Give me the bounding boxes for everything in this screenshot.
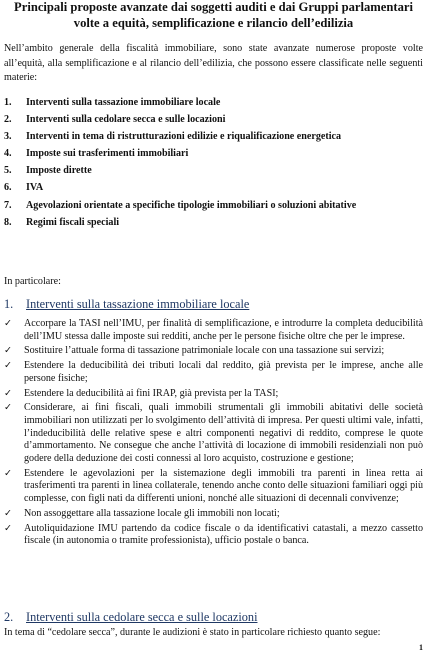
bullet-text: Non assoggettare alla tassazione locale gli immobili non locati; xyxy=(24,507,280,519)
bullet-text: Estendere la deducibilità ai fini IRAP, già prevista per la TASI; xyxy=(24,387,279,399)
section-1-heading xyxy=(4,297,249,312)
bullet-text: Considerare, ai fini fiscali, quali immobili strumentali gli immobili abitativi delle società immobiliari non utilizzati per lo svolgimento dell’attività di impresa. Per questi ultimi vale, infatti, l’indeducibilità delle relative spese e altri componenti negativi di reddito, comprese le quote d’ammortamento. Ne consegue che anche l’attività di locazione di immobili residenziali non può godere della deduzione dei costi connessi al loro acquisto, costruzione e gestione; xyxy=(24,402,423,465)
bullet-item xyxy=(4,523,423,548)
topics-list xyxy=(4,97,423,234)
bullet-item xyxy=(4,388,423,401)
bullet-item xyxy=(4,318,423,343)
topic-item xyxy=(4,182,423,199)
topic-label: Interventi in tema di ristrutturazioni edilizie e riqualificazione energetica xyxy=(26,131,342,143)
bullet-item xyxy=(4,508,423,521)
topic-number: 6. xyxy=(4,182,12,194)
topic-number: 8. xyxy=(4,216,12,228)
checkmark-icon: ✓ xyxy=(4,318,12,329)
bullet-text: Estendere le agevolazioni per la sistemazione degli immobili tra parenti in linea retta ai trasferimenti tra parenti in linea collaterale, tenendo anche conto delle situazioni familiari oggi più complesse, con figli nati da differenti unioni, nonché alle situazioni di decennali convivenze; xyxy=(24,467,423,505)
topic-number: 5. xyxy=(4,165,12,177)
topic-number: 1. xyxy=(4,97,12,108)
bullet-item xyxy=(4,468,423,506)
topic-item xyxy=(4,217,423,234)
checkmark-icon: ✓ xyxy=(4,387,12,399)
topic-label: Regimi fiscali speciali xyxy=(26,216,120,228)
topic-label: Imposte dirette xyxy=(26,165,92,177)
section-2-heading xyxy=(4,610,257,625)
bullet-item xyxy=(4,345,423,358)
checkmark-icon: ✓ xyxy=(4,402,12,414)
in-particolare-label: In particolare: xyxy=(4,276,61,287)
topic-item xyxy=(4,114,423,131)
bullet-text: Autoliquidazione IMU partendo da codice fiscale o da identificativi catastali, a mezzo cassetto fiscale (in autonomia o tramite professionista), ufficio postale o banca. xyxy=(24,522,423,547)
bullet-item xyxy=(4,402,423,466)
bullet-text: Accorpare la TASI nell’IMU, per finalità di semplificazione, e introdurre la completa deducibilità dell’IMU stessa dalle imposte sui redditi, anche per le persone fisiche oltre che per le imprese. xyxy=(24,318,423,342)
bullet-text: Estendere la deducibilità dei tributi locali dal reddito, già prevista per le imprese, anche alle persone fisiche; xyxy=(24,360,423,384)
checkmark-icon: ✓ xyxy=(4,467,12,479)
topic-item xyxy=(4,131,423,148)
section-2-title: Interventi sulla cedolare secca e sulle locazioni xyxy=(26,610,258,624)
document-title: Principali proposte avanzate dai soggetti auditi e dai Gruppi parlamentari volte a equità, semplificazione e rilancio dell’edilizia xyxy=(14,0,413,30)
topic-number: 3. xyxy=(4,131,12,143)
page-number: 1 xyxy=(419,643,423,652)
topic-label: Interventi sulla cedolare secca e sulle locazioni xyxy=(26,114,226,126)
topic-item xyxy=(4,148,423,165)
checkmark-icon: ✓ xyxy=(4,522,12,534)
section-2-number: 2. xyxy=(4,610,14,624)
topic-number: 7. xyxy=(4,199,12,211)
topic-number: 2. xyxy=(4,114,12,126)
topic-item xyxy=(4,165,423,182)
section-2-intro: In tema di “cedolare secca”, durante le audizioni è stato in particolare richiesto quanto segue: xyxy=(4,627,381,638)
topic-label: Agevolazioni orientate a specifiche tipologie immobiliari o soluzioni abitative xyxy=(26,199,357,211)
checkmark-icon: ✓ xyxy=(4,360,12,372)
section-1-number: 1. xyxy=(4,297,14,311)
checkmark-icon: ✓ xyxy=(4,345,12,357)
topic-label: Imposte sui trasferimenti immobiliari xyxy=(26,148,189,160)
topic-label: IVA xyxy=(26,182,44,194)
bullet-text: Sostituire l’attuale forma di tassazione patrimoniale locale con una tassazione sui servizi; xyxy=(24,345,385,357)
intro-paragraph: Nell’ambito generale della fiscalità immobiliare, sono state avanzate numerose proposte volte all’equità, alla semplificazione e al rilancio dell’edilizia, che possono essere classificate nelle seguenti materie: xyxy=(4,43,423,83)
topic-label: Interventi sulla tassazione immobiliare locale xyxy=(26,97,221,108)
topic-number: 4. xyxy=(4,148,12,160)
bullet-item xyxy=(4,360,423,385)
checkmark-icon: ✓ xyxy=(4,507,12,519)
section-1-bullets xyxy=(4,318,423,548)
topic-item xyxy=(4,200,423,217)
section-1-title: Interventi sulla tassazione immobiliare locale xyxy=(26,297,250,311)
topic-item xyxy=(4,97,423,114)
